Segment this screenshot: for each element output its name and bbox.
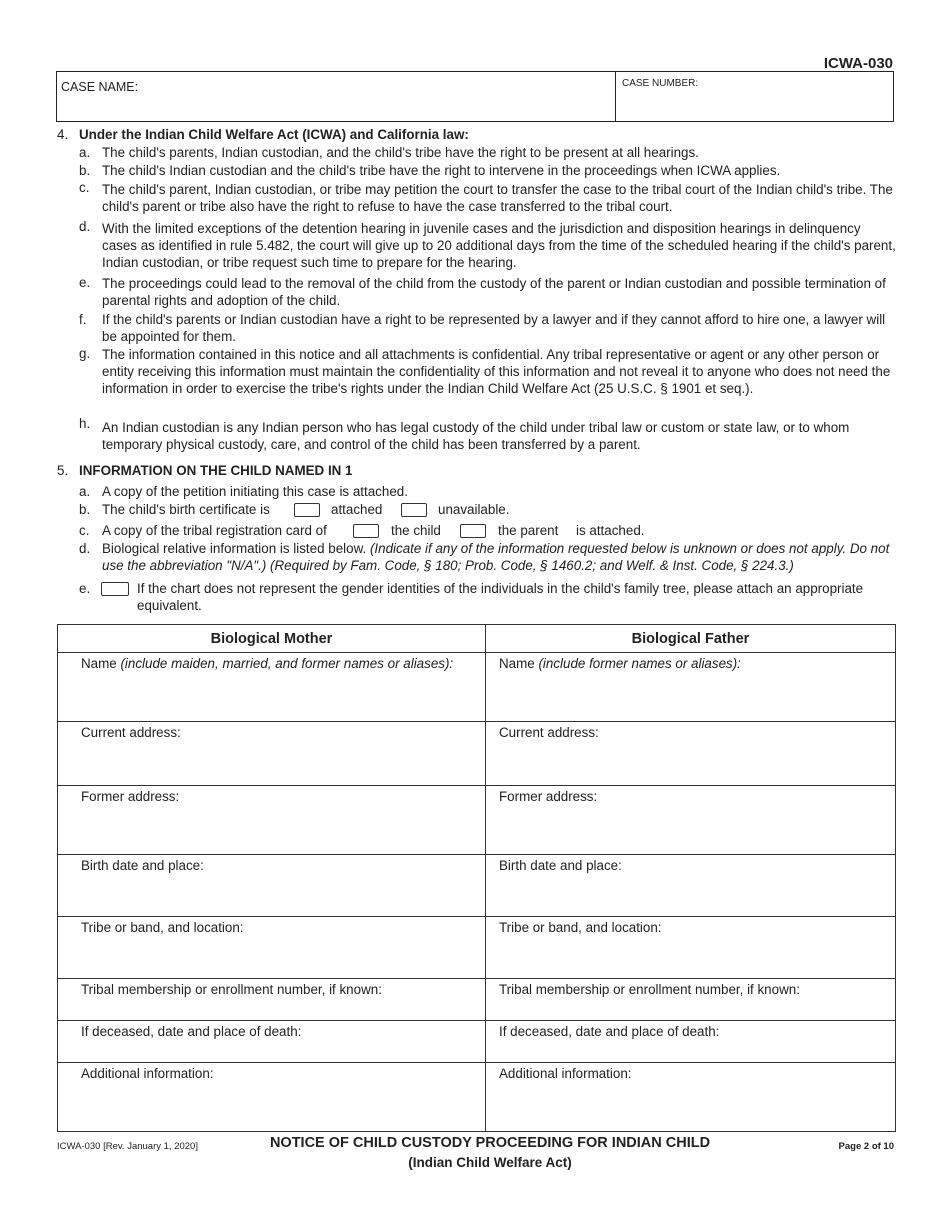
father-additional-label: Additional information: (499, 1066, 632, 1081)
s4-item-letter: a. (79, 145, 91, 160)
s4-item-letter: e. (79, 275, 91, 290)
mother-membership-label: Tribal membership or enrollment number, if known: (81, 982, 382, 997)
father-tribe-label: Tribe or band, and location: (499, 920, 662, 935)
table-row (58, 979, 896, 1021)
tribal-card-parent-checkbox[interactable] (460, 524, 486, 538)
table-row (58, 722, 896, 786)
tribal-card-parent-label: the parent (498, 523, 559, 538)
gender-identity-checkbox[interactable] (101, 582, 129, 596)
father-additional-cell[interactable] (486, 1063, 896, 1132)
header-biological-father: Biological Father (486, 625, 896, 653)
father-deceased-cell[interactable] (486, 1021, 896, 1063)
header-biological-mother: Biological Mother (58, 625, 486, 653)
mother-deceased-cell[interactable] (58, 1021, 486, 1063)
table-row (58, 917, 896, 979)
s4-item-letter: c. (79, 180, 90, 195)
mother-membership-cell[interactable] (58, 979, 486, 1021)
s4-item-letter: h. (79, 416, 91, 431)
mother-name-cell[interactable] (58, 653, 486, 722)
s5-a-letter: a. (79, 484, 91, 499)
mother-name-label: Name (81, 656, 117, 671)
birth-cert-attached-checkbox[interactable] (294, 503, 320, 517)
father-tribe-cell[interactable] (486, 917, 896, 979)
father-former-address-cell[interactable] (486, 786, 896, 855)
s5-b-letter: b. (79, 502, 91, 517)
section5-heading: INFORMATION ON THE CHILD NAMED IN 1 (79, 463, 353, 478)
footer-page-number: Page 2 of 10 (838, 1141, 894, 1152)
s4-item-text: The child's Indian custodian and the child's tribe have the right to intervene in the proceedings when ICWA applies. (102, 163, 781, 178)
s5-a-text: A copy of the petition initiating this case is attached. (102, 484, 408, 499)
father-deceased-label: If deceased, date and place of death: (499, 1024, 720, 1039)
father-name-hint: (include former names or aliases): (538, 656, 741, 671)
s4-item-text: The child's parent, Indian custodian, or tribe may petition the court to transfer the case to the tribal court of the Indian child's tribe. The child's parent or tribe also have the right to refuse to have the case transferred to the tribal court. (102, 182, 893, 214)
tribal-card-child-label: the child (391, 523, 441, 538)
s5-d-text (102, 540, 897, 574)
s5-c-letter: c. (79, 523, 90, 538)
s4-item-letter: b. (79, 163, 91, 178)
table-header-row (58, 625, 896, 653)
father-name-label: Name (499, 656, 535, 671)
father-birth-cell[interactable] (486, 855, 896, 917)
birth-cert-unavailable-label: unavailable. (438, 502, 510, 517)
footer-title: NOTICE OF CHILD CUSTODY PROCEEDING FOR INDIAN CHILD (269, 1135, 711, 1151)
s5-e-letter: e. (79, 581, 91, 596)
birth-cert-attached-label: attached (331, 502, 383, 517)
s4-item-text: The proceedings could lead to the removal of the child from the custody of the parent or Indian custodian and possible termination of parental rights and adoption of the child. (102, 276, 886, 308)
father-current-address-cell[interactable] (486, 722, 896, 786)
mother-current-address-cell[interactable] (58, 722, 486, 786)
footer-revision: ICWA-030 [Rev. January 1, 2020] (57, 1141, 198, 1152)
father-current-address-label: Current address: (499, 725, 599, 740)
footer-subtitle: (Indian Child Welfare Act) (408, 1155, 572, 1170)
father-birth-label: Birth date and place: (499, 858, 622, 873)
father-membership-label: Tribal membership or enrollment number, if known: (499, 982, 800, 997)
mother-tribe-label: Tribe or band, and location: (81, 920, 244, 935)
tribal-card-child-checkbox[interactable] (353, 524, 379, 538)
mother-former-address-cell[interactable] (58, 786, 486, 855)
s4-item-letter: f. (79, 312, 87, 327)
biological-relatives-table (57, 624, 896, 1132)
father-membership-cell[interactable] (486, 979, 896, 1021)
s5-d-letter: d. (79, 541, 91, 556)
mother-birth-cell[interactable] (58, 855, 486, 917)
case-box-divider (615, 72, 616, 121)
mother-name-hint: (include maiden, married, and former names or aliases): (120, 656, 454, 671)
s4-item-text: If the child's parents or Indian custodian have a right to be represented by a lawyer and if they cannot afford to hire one, a lawyer will be appointed for them. (102, 312, 886, 344)
mother-additional-cell[interactable] (58, 1063, 486, 1132)
mother-former-address-label: Former address: (81, 789, 180, 804)
s5-d-italic: (Indicate if any of the information requested below is unknown or does not apply. Do not use the abbreviation "N/A".) (Required by Fam. Code, § 180; Prob. Code, § 1460.2; and Welf. & Inst. Code, § 224.3.) (102, 541, 890, 573)
mother-additional-label: Additional information: (81, 1066, 214, 1081)
s5-d-plain: Biological relative information is listed below. (102, 541, 367, 556)
mother-current-address-label: Current address: (81, 725, 181, 740)
table-row (58, 1021, 896, 1063)
table-row (58, 855, 896, 917)
father-name-cell[interactable] (486, 653, 896, 722)
section4-number: 4. (57, 127, 69, 142)
father-former-address-label: Former address: (499, 789, 598, 804)
form-id: ICWA-030 (823, 55, 893, 72)
table-row (58, 653, 896, 722)
mother-deceased-label: If deceased, date and place of death: (81, 1024, 302, 1039)
s4-item-text: The information contained in this notice and all attachments is confidential. Any tribal representative or agent or any other person or entity receiving this information must maintain the confidentiality of this information and not reveal it to anyone who does not need the information in order to exercise the tribe's rights under the Indian Child Welfare Act (25 U.S.C. § 1901 et seq.). (102, 347, 891, 396)
s5-e-text: If the chart does not represent the gender identities of the individuals in the child's family tree, please attach an appropriate equivalent. (137, 581, 864, 613)
s4-item-text: With the limited exceptions of the detention hearing in juvenile cases and the jurisdiction and disposition hearings in delinquency cases as identified in rule 5.482, the court will give up to 20 additional days from the time of the scheduled hearing if the child's parent, Indian custodian, or tribe request such time to prepare for the hearing. (102, 221, 896, 270)
case-number-label: CASE NUMBER: (622, 78, 699, 89)
case-name-label: CASE NAME: (61, 80, 139, 94)
s4-item-letter: d. (79, 219, 91, 234)
table-row (58, 1063, 896, 1132)
s4-item-text: The child's parents, Indian custodian, and the child's tribe have the right to be present at all hearings. (102, 145, 699, 160)
mother-birth-label: Birth date and place: (81, 858, 204, 873)
tribal-card-tail: is attached. (576, 523, 645, 538)
s4-item-text: An Indian custodian is any Indian person who has legal custody of the child under tribal law or custom or state law, or to whom temporary physical custody, care, and control of the child has been transferred by a parent. (102, 420, 850, 452)
s5-b-text: The child's birth certificate is (102, 502, 270, 517)
birth-cert-unavailable-checkbox[interactable] (401, 503, 427, 517)
s4-item-letter: g. (79, 346, 91, 361)
section5-number: 5. (57, 463, 69, 478)
table-row (58, 786, 896, 855)
section4-heading: Under the Indian Child Welfare Act (ICWA) and California law: (79, 127, 469, 142)
mother-tribe-cell[interactable] (58, 917, 486, 979)
s5-c-text: A copy of the tribal registration card of (102, 523, 327, 538)
case-box (56, 71, 894, 122)
